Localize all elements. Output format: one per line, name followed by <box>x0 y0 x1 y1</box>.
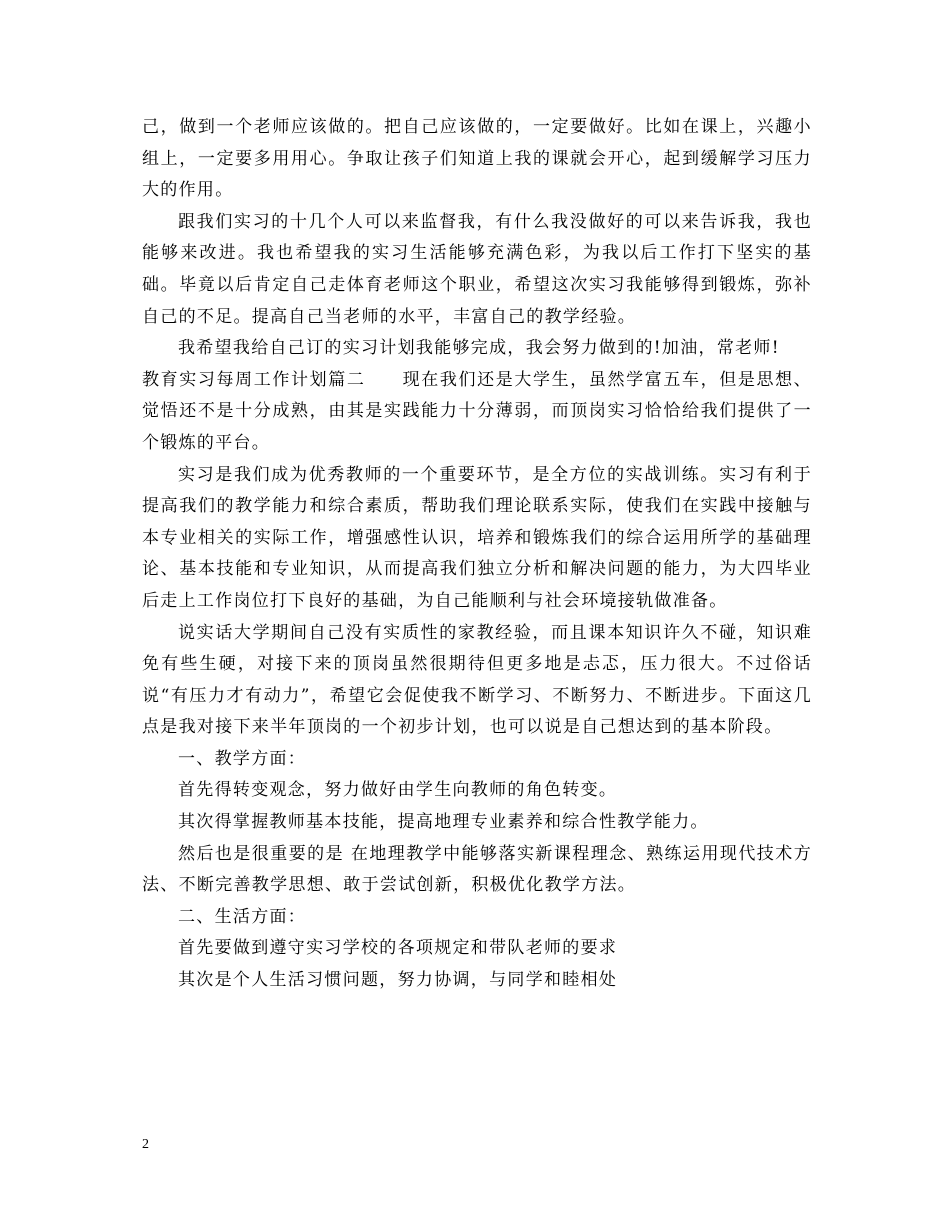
paragraph-10: 然后也是很重要的是 在地理教学中能够落实新课程理念、熟练运用现代技术方法、不断完善教学思想、敢于尝试创新，积极优化教学方法。 <box>142 843 812 896</box>
paragraph-6: 说实话大学期间自己没有实质性的家教经验，而且课本知识许久不碰，知识难免有些生硬，对接下来的顶岗虽然很期待但更多地是忐忑，压力很大。不过俗话说“有压力才有动力”，希望它会促使我不断学习、不断努力、不断进步。下面这几点是我对接下来半年顶岗的一个初步计划，也可以说是自己想达到的基本阶段。 <box>142 622 812 738</box>
paragraph-3: 我希望我给自己订的实习计划我能够完成，我会努力做到的!加油，常老师! <box>178 338 780 359</box>
paragraph-8: 首先得转变观念，努力做好由学生向教师的角色转变。 <box>178 780 618 801</box>
paragraph-1: 己，做到一个老师应该做的。把自己应该做的，一定要做好。比如在课上，兴趣小组上，一定要多用用心。争取让孩子们知道上我的课就会开心，起到缓解学习压力大的作用。 <box>142 117 812 201</box>
paragraph-9: 其次得掌握教师基本技能，提高地理专业素养和综合性教学能力。 <box>178 812 709 833</box>
paragraph-2: 跟我们实习的十几个人可以来监督我，有什么我没做好的可以来告诉我，我也能够来改进。我也希望我的实习生活能够充满色彩，为我以后工作打下坚实的基础。毕竟以后肯定自己走体育老师这个职业，希望这次实习我能够得到锻炼，弥补自己的不足。提高自己当老师的水平，丰富自己的教学经验。 <box>142 211 812 327</box>
section-heading-life: 二、生活方面： <box>178 906 307 927</box>
paragraph-13: 其次是个人生活习惯问题，努力协调，与同学和睦相处 <box>178 970 618 991</box>
paragraph-12: 首先要做到遵守实习学校的各项规定和带队老师的要求 <box>178 938 618 959</box>
page-number: 2 <box>142 1137 149 1152</box>
section-heading-teaching: 一、教学方面： <box>178 748 307 769</box>
paragraph-4: 教育实习每周工作计划篇二 现在我们还是大学生，虽然学富五车，但是思想、觉悟还不是十分成熟，由其是实践能力十分薄弱，而顶岗实习恰恰给我们提供了一个锻炼的平台。 <box>142 369 812 453</box>
paragraph-5: 实习是我们成为优秀教师的一个重要环节，是全方位的实战训练。实习有利于提高我们的教学能力和综合素质，帮助我们理论联系实际，使我们在实践中接触与本专业相关的实际工作，增强感性认识，培养和锻炼我们的综合运用所学的基础理论、基本技能和专业知识，从而提高我们独立分析和解决问题的能力，为大四毕业后走上工作岗位打下良好的基础，为自己能顺利与社会环境接轨做准备。 <box>142 464 812 611</box>
body-text <box>142 112 812 997</box>
